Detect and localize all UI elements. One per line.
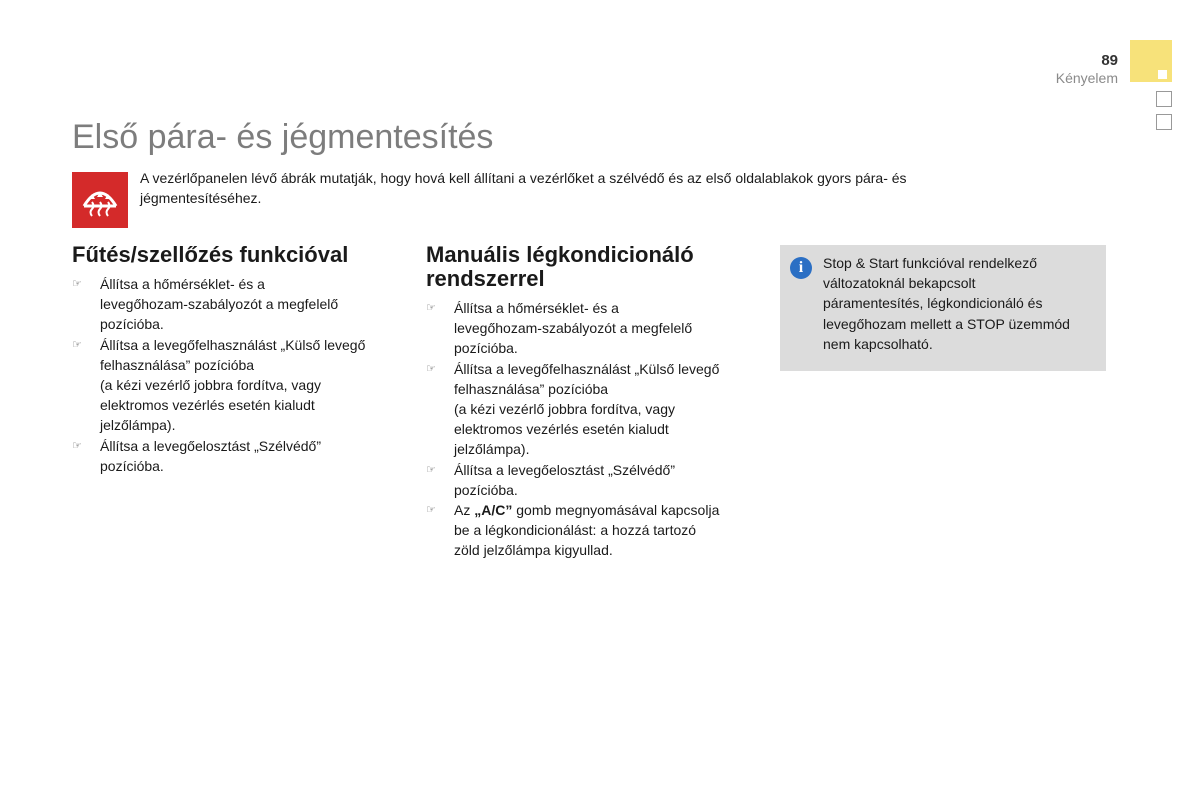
list-item — [72, 335, 412, 436]
pointing-hand-bullet-icon: ☞ — [426, 362, 436, 375]
chapter-tab — [1130, 40, 1172, 82]
pointing-hand-bullet-icon: ☞ — [426, 463, 436, 476]
pointing-hand-bullet-icon: ☞ — [72, 439, 82, 452]
intro-text: A vezérlőpanelen lévő ábrák mutatják, hogy hová kell állítani a vezérlőket a szélvédő és az első oldalablakok gyors pára- és jégmentesítéséhez. — [140, 170, 907, 206]
list-item-text: Állítsa a levegőelosztást „Szélvédő” pozícióba. — [100, 437, 321, 474]
list-item-text: Állítsa a levegőfelhasználást „Külső levegő felhasználása” pozícióba (a kézi vezérlő jobbra fordítva, vagy elektromos vezérlés esetén kialudt jelzőlámpa). — [454, 360, 720, 458]
list-item-text: Állítsa a levegőelosztást „Szélvédő” pozícióba. — [454, 461, 675, 498]
list-item — [426, 460, 766, 500]
pointing-hand-bullet-icon: ☞ — [72, 278, 82, 290]
pointing-hand-bullet-icon: ☞ — [426, 302, 436, 314]
ac-prefix: Az — [454, 502, 475, 519]
chapter-tab-empty-1 — [1156, 91, 1172, 107]
list-item — [426, 359, 766, 460]
list-item-text: Állítsa a levegőfelhasználást „Külső levegő felhasználása” pozícióba (a kézi vezérlő jobbra fordítva, vagy elektromos vezérlés esetén kialudt jelzőlámpa). — [100, 336, 366, 434]
pointing-hand-bullet-icon: ☞ — [426, 504, 436, 517]
list-item-text: Állítsa a hőmérséklet- és a levegőhozam-szabályozót a megfelelő pozícióba. — [454, 300, 693, 357]
ac-button-label: „A/C” — [474, 502, 513, 519]
info-icon: i — [790, 257, 812, 279]
chapter-tab-marker — [1158, 70, 1167, 79]
page-title: Első pára- és jégmentesítés — [72, 118, 494, 156]
pointing-hand-bullet-icon: ☞ — [72, 338, 82, 351]
col2-heading-line2: rendszerrel — [426, 266, 545, 291]
col2-heading-line1: Manuális légkondicionáló — [426, 242, 694, 267]
list-item-text: Állítsa a hőmérséklet- és a levegőhozam-szabályozót a megfelelő pozícióba. — [100, 276, 339, 333]
page-number: 89 — [1101, 52, 1118, 69]
front-windscreen-demist-icon — [72, 172, 128, 228]
ac-suffix: gomb megnyomásával kapcsolja be a légkondicionálást: a hozzá tartozó zöld jelzőlámpa kigyullad. — [454, 502, 720, 559]
chapter-tab-empty-2 — [1156, 114, 1172, 130]
list-item — [426, 298, 766, 359]
info-note-box — [780, 245, 1106, 371]
list-item — [72, 274, 412, 335]
col1-list — [72, 274, 412, 476]
col1-heading: Fűtés/szellőzés funkcióval — [72, 242, 349, 267]
info-note-text: Stop & Start funkcióval rendelkező változatoknál bekapcsolt páramentesítés, légkondicionáló és levegőhozam mellett a STOP üzemmód nem kapcsolható. — [823, 255, 1070, 352]
list-item-ac — [426, 500, 766, 561]
list-item-text — [454, 502, 719, 558]
col2-heading — [426, 243, 694, 291]
section-name: Kényelem — [1055, 70, 1118, 86]
col2-list — [426, 298, 766, 561]
list-item — [72, 436, 412, 476]
